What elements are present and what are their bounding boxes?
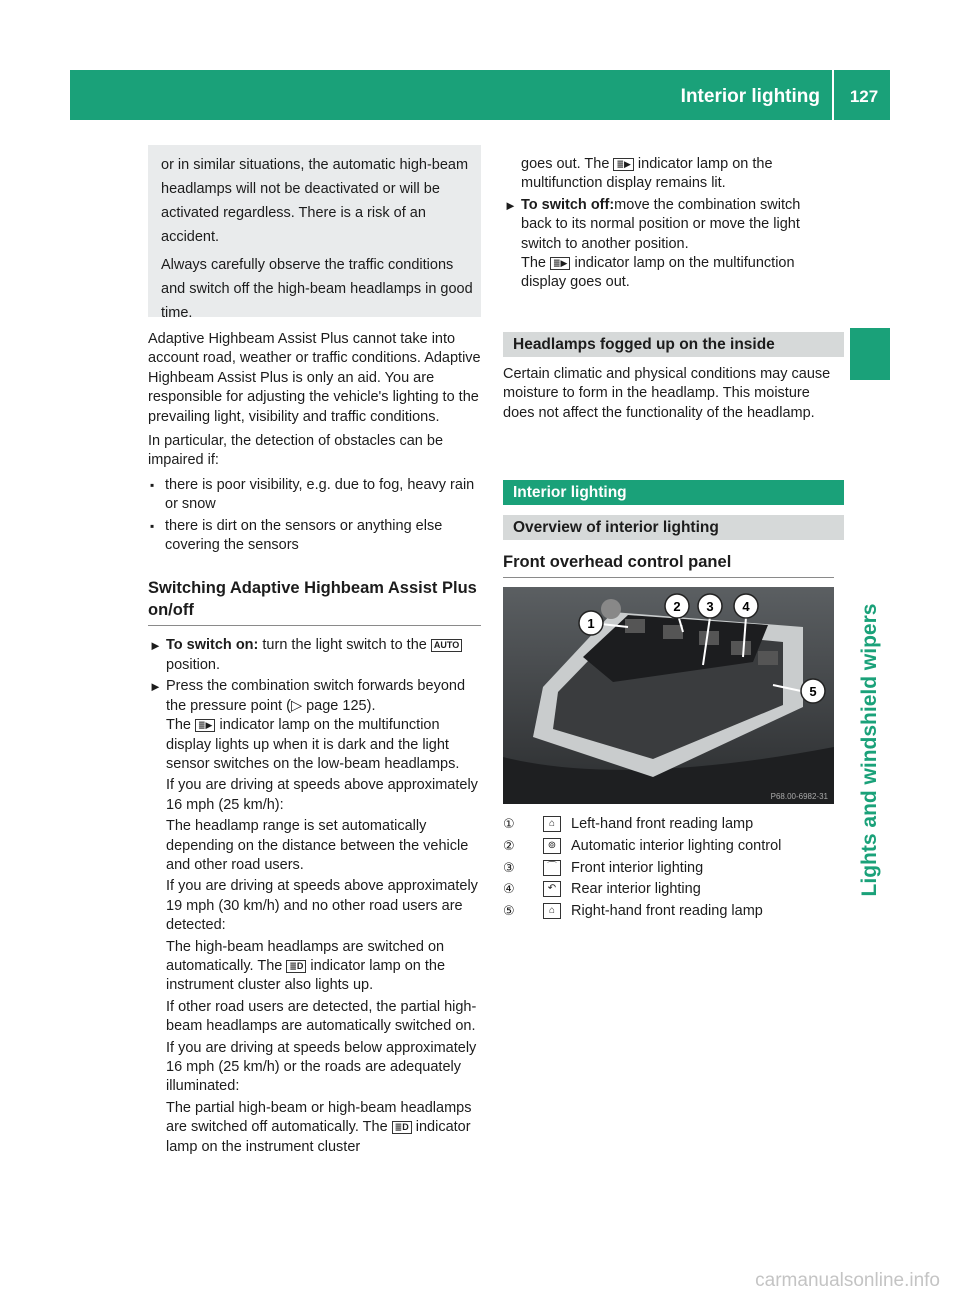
warning-text: or in similar situations, the automatic high-beam headlamps will not be deactivated or will be activated regardless. There is a risk of an accident. <box>161 157 469 245</box>
legend-item: ① ⌂ Left-hand front reading lamp <box>503 816 754 832</box>
legend-item: ⑤ ⌂ Right-hand front reading lamp <box>503 903 763 920</box>
side-tab-marker <box>850 328 890 380</box>
callout-1 <box>579 611 603 635</box>
front-interior-icon: ⌒ <box>543 860 561 876</box>
low-beam-indicator-icon: ≣▶ <box>550 257 570 270</box>
callout-4 <box>734 594 758 618</box>
section-heading-fog: Headlamps fogged up on the inside <box>503 332 844 357</box>
legend-item: ② ⊚ Automatic interior lighting control <box>503 837 782 854</box>
reading-lamp-icon: ⌂ <box>543 903 561 919</box>
step-arrow-icon: ► <box>504 197 517 213</box>
paragraph: If other road users are detected, the partial high-beam headlamps are automatically switched on. <box>166 998 477 1035</box>
legend-item: ③ ⌒ Front interior lighting <box>503 859 704 876</box>
callout-5 <box>801 679 825 703</box>
paragraph: If you are driving at speeds below approximately 16 mph (25 km/h) or the roads are adequately illuminated: <box>166 1039 477 1095</box>
legend-list <box>503 814 834 923</box>
section-heading-overview: Overview of interior lighting <box>503 515 844 540</box>
svg-text:1: 1 <box>587 616 595 631</box>
header-divider <box>832 70 834 120</box>
svg-text:2: 2 <box>673 599 681 614</box>
section-heading: Switching Adaptive Highbeam Assist Plus on/off <box>148 579 477 620</box>
high-beam-indicator-icon: ≣D <box>392 1121 412 1134</box>
step-arrow-icon: ► <box>149 679 162 695</box>
list-item: ▪ there is dirt on the sensors or anything else covering the sensors <box>148 517 481 556</box>
section-heading-interior: Interior lighting <box>503 480 844 505</box>
paragraph: Adaptive Highbeam Assist Plus cannot take into account road, weather or traffic conditions. Adaptive Highbeam Assist Plus is only an aid. You are responsible for adjusting the vehicle's lighting to the prevailing light, visibility and traffic conditions. <box>148 331 481 425</box>
low-beam-indicator-icon: ≣▶ <box>613 158 633 171</box>
left-column <box>148 330 481 1157</box>
page-number: 127 <box>849 87 879 106</box>
warning-text: Always carefully observe the traffic conditions and switch off the high-beam headlamps in good time. <box>161 257 473 321</box>
auto-interior-icon: ⊚ <box>543 838 561 854</box>
svg-text:3: 3 <box>706 599 714 614</box>
paragraph: The high-beam headlamps are switched on automatically. The ≣D indicator lamp on the instrument cluster also lights up. <box>166 938 446 994</box>
side-tab-label: Lights and windshield wipers <box>858 603 881 897</box>
auto-icon: AUTO <box>431 639 462 652</box>
legend-item: ④ ↶ Rear interior lighting <box>503 881 701 898</box>
warning-box <box>148 145 481 321</box>
paragraph: In particular, the detection of obstacles can be impaired if: <box>148 433 444 469</box>
control-panel-photo <box>503 587 834 804</box>
step-arrow-icon: ► <box>149 638 162 654</box>
subsection-heading: Front overhead control panel <box>503 553 732 571</box>
paragraph: Certain climatic and physical conditions may cause moisture to form in the headlamp. This moisture does not affect the functionality of the headlamp. <box>503 366 831 421</box>
heading-rule <box>148 625 481 626</box>
paragraph: The headlamp range is set automatically depending on the distance between the vehicle and other road users. <box>166 818 469 873</box>
watermark: carmanualsonline.info <box>755 1270 940 1291</box>
callout-3 <box>698 594 722 618</box>
rear-interior-icon: ↶ <box>543 881 561 897</box>
instruction-step: ► Press the combination switch forwards beyond the pressure point (▷ page 125). The ≣▶ indicator lamp on the multifunction display lights up when it is dark and the light sensor switches on the low-beam headlamps. <box>149 678 466 772</box>
paragraph: If you are driving at speeds above approximately 16 mph (25 km/h): <box>166 777 478 813</box>
callout-2 <box>665 594 689 618</box>
page-title: Interior lighting <box>680 86 820 107</box>
photo-code: P68.00-6982-31 <box>770 792 828 801</box>
svg-text:4: 4 <box>742 599 750 614</box>
right-column <box>503 155 834 293</box>
page-reference[interactable]: ▷ page 125 <box>290 697 367 714</box>
list-item: ▪ there is poor visibility, e.g. due to fog, heavy rain or snow <box>148 476 481 515</box>
low-beam-indicator-icon: ≣▶ <box>195 719 215 732</box>
reading-lamp-icon: ⌂ <box>543 816 561 832</box>
high-beam-indicator-icon: ≣D <box>286 960 306 973</box>
instruction-step: ► To switch off:move the combination switch back to its normal position or move the light switch to another position. The ≣▶ indicator lamp on the multifunction display goes out. <box>504 196 801 291</box>
paragraph: If you are driving at speeds above approximately 19 mph (30 km/h) and no other road users are detected: <box>166 878 478 934</box>
paragraph: The partial high-beam or high-beam headlamps are switched off automatically. The ≣D indicator lamp on the instrument cluster <box>166 1099 472 1155</box>
instruction-step: ► To switch on: turn the light switch to the AUTO position. <box>148 636 481 675</box>
svg-text:5: 5 <box>809 684 817 699</box>
side-tab <box>850 390 890 1110</box>
heading-rule <box>503 577 834 578</box>
paragraph: goes out. The ≣▶ indicator lamp on the multifunction display remains lit. <box>521 156 773 192</box>
